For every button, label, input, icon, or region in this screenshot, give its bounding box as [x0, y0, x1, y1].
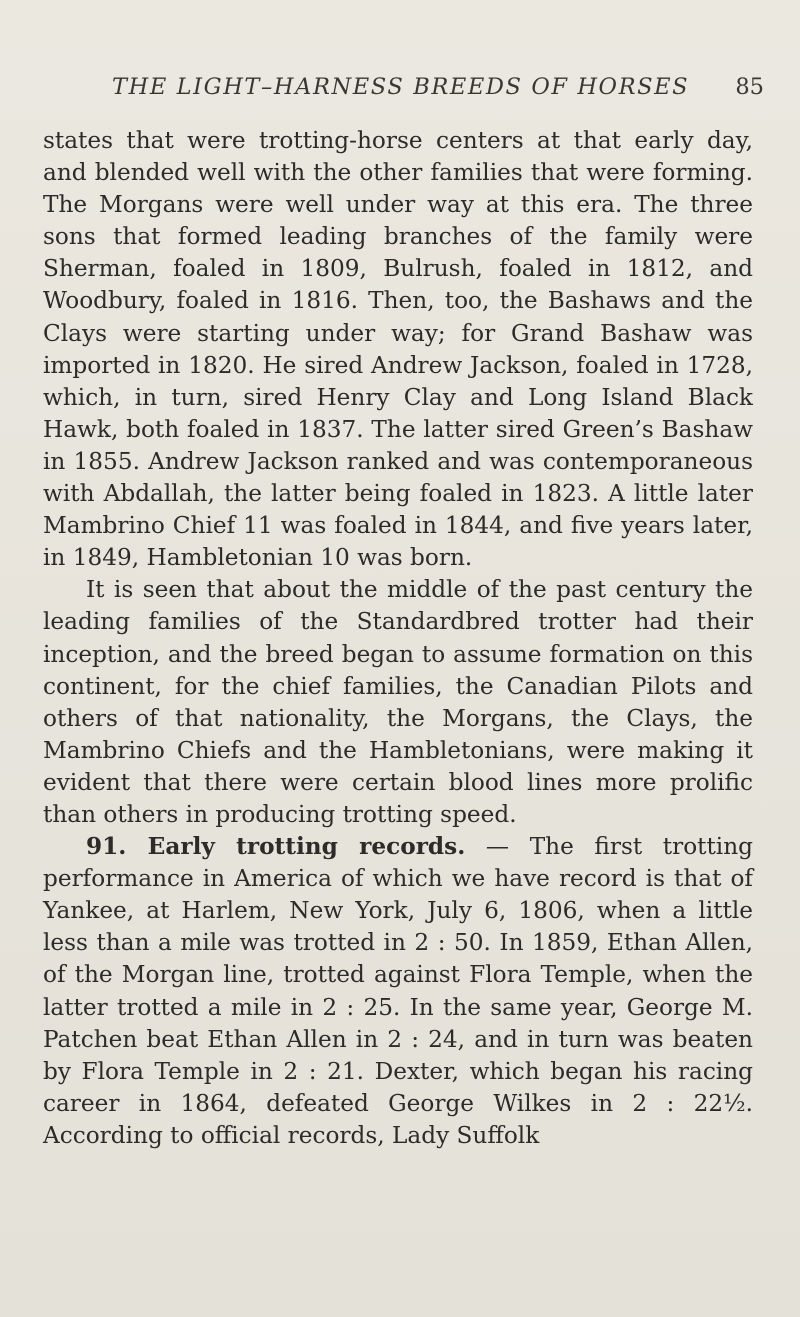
- body-text: [43, 125, 753, 1152]
- page-number: 85: [735, 74, 764, 100]
- paragraph-text: — The first trotting performance in America of which we have record is that of Yankee, at Harlem, New York, July 6, 1806, when a little less than a mile was trotted in 2 : 50. In 1859, Ethan Allen, of the Morgan line, trotted against Flora Temple, when the latter trotted a mile in 2 : 25. In the same year, George M. Patchen beat Ethan Allen in 2 : 24, and in turn was beaten by Flora Temple in 2 : 21. Dexter, which began his racing career in 1864, defeated George Wilkes in 2 : 22½. According to official records, Lady Suffolk: [43, 833, 753, 1149]
- paragraph: [43, 831, 753, 1152]
- running-title: THE LIGHT–HARNESS BREEDS OF HORSES: [112, 74, 690, 100]
- running-head: [0, 74, 800, 114]
- section-heading: 91. Early trotting records.: [86, 833, 466, 861]
- paragraph: It is seen that about the middle of the past century the leading families of the Standardbred trotter had their inception, and the breed began to assume formation on this continent, for the chief families, the Canadian Pilots and others of that nationality, the Morgans, the Clays, the Mambrino Chiefs and the Hambletonians, were making it evident that there were certain blood lines more prolific than others in producing trotting speed.: [43, 576, 753, 828]
- paragraph: states that were trotting-horse centers at that early day, and blended well with the other families that were forming. The Morgans were well under way at this era. The three sons that formed leading branches of the family were Sherman, foaled in 1809, Bulrush, foaled in 1812, and Woodbury, foaled in 1816. Then, too, the Bashaws and the Clays were starting under way; for Grand Bashaw was imported in 1820. He sired Andrew Jackson, foaled in 1728, which, in turn, sired Henry Clay and Long Island Black Hawk, both foaled in 1837. The latter sired Green’s Bashaw in 1855. Andrew Jackson ranked and was contemporaneous with Abdallah, the latter being foaled in 1823. A little later Mambrino Chief 11 was foaled in 1844, and five years later, in 1849, Hambletonian 10 was born.: [43, 127, 753, 572]
